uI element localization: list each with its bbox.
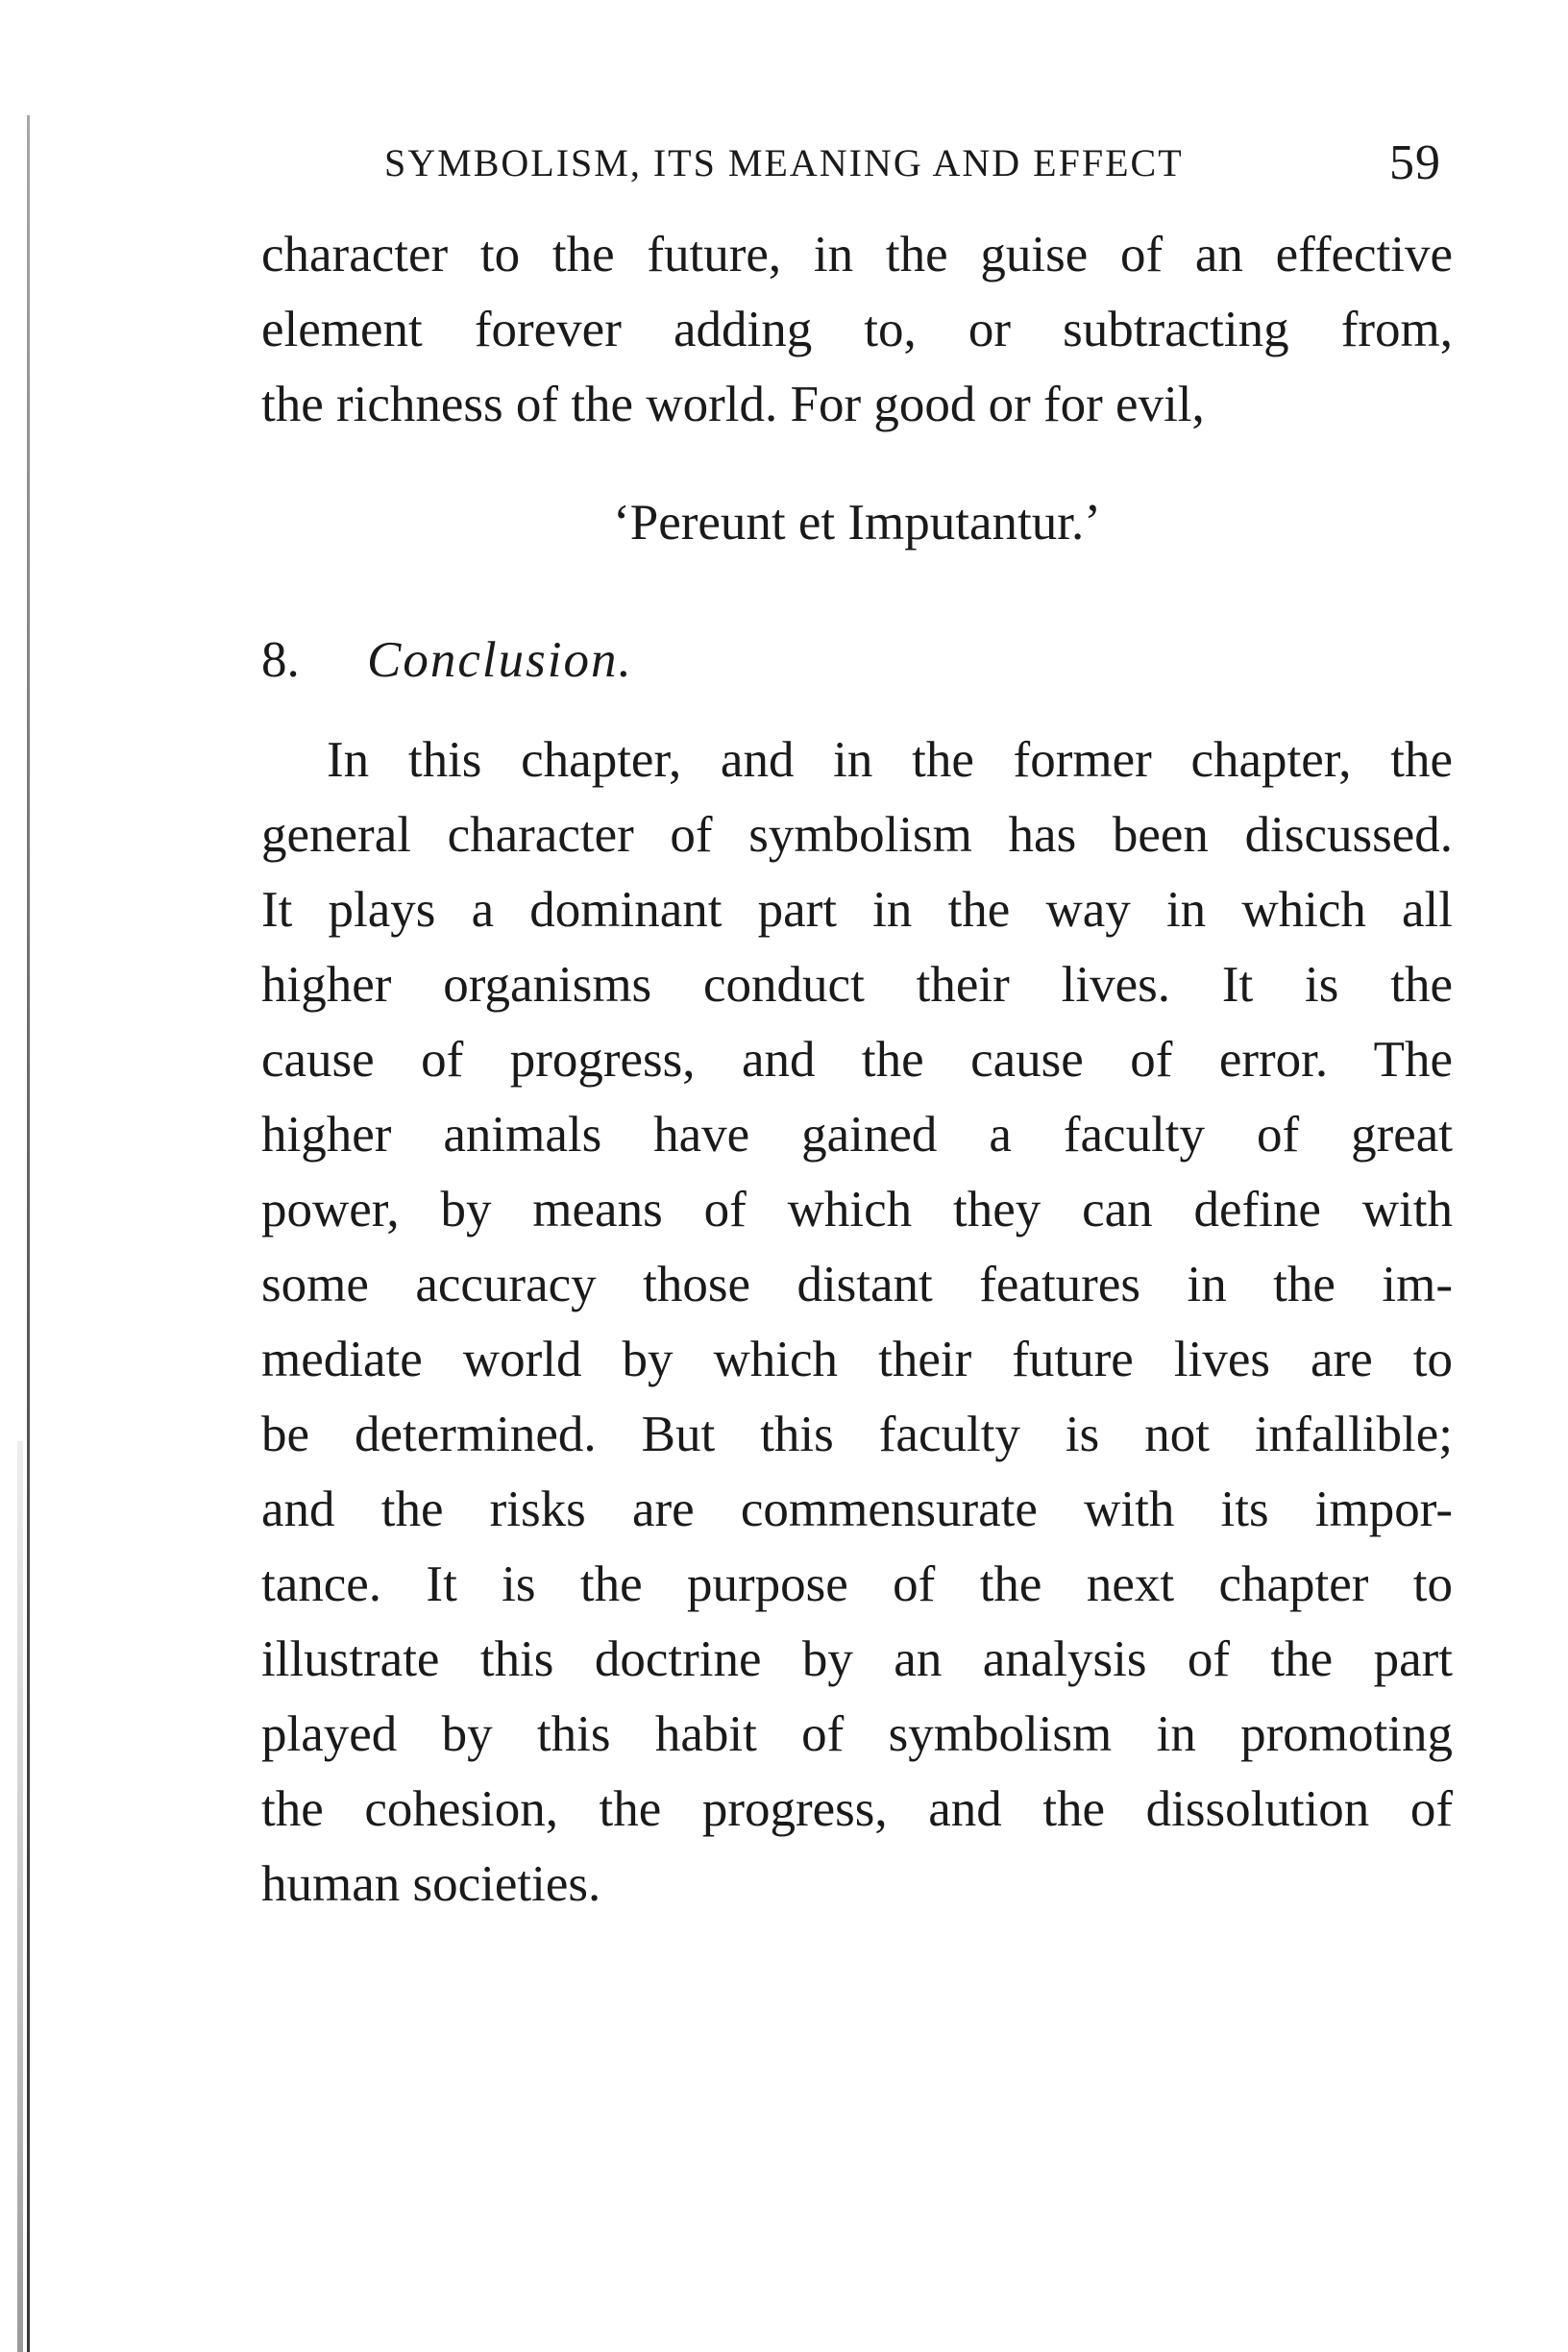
text-line: higher animals have gained a faculty of great — [261, 1107, 1453, 1163]
text-line: It plays a dominant part in the way in which all — [261, 882, 1453, 938]
section-heading — [261, 623, 633, 698]
continuation-paragraph — [261, 217, 1453, 442]
text-line: and the risks are commensurate with its impor- — [261, 1482, 1453, 1537]
text-line: be determined. But this faculty is not infallible; — [261, 1407, 1453, 1462]
text-line: general character of symbolism has been discussed. — [261, 807, 1453, 863]
text-line: element forever adding to, or subtracting from, — [261, 302, 1453, 357]
page-gutter-shadow — [17, 1441, 23, 2352]
running-head — [384, 136, 1451, 194]
running-head-title: SYMBOLISM, ITS MEANING AND EFFECT — [384, 141, 1184, 184]
text-line: power, by means of which they can define with — [261, 1182, 1453, 1237]
text-line: the cohesion, the progress, and the dissolution of — [261, 1781, 1453, 1837]
section-title: Conclusion. — [367, 632, 633, 688]
text-line: character to the future, in the guise of an effective — [261, 227, 1453, 282]
text-line: cause of progress, and the cause of error. The — [261, 1032, 1453, 1088]
text-line: played by this habit of symbolism in promoting — [261, 1706, 1453, 1762]
conclusion-paragraph — [261, 723, 1453, 1922]
text-line: the richness of the world. For good or for evil, — [261, 377, 1205, 432]
block-quote: ‘Pereunt et Imputantur.’ — [613, 495, 1101, 551]
section-number: 8. — [261, 632, 300, 688]
text-line: In this chapter, and in the former chapter, the — [327, 732, 1453, 788]
text-line: illustrate this doctrine by an analysis of the part — [261, 1631, 1453, 1687]
text-line: mediate world by which their future lives are to — [261, 1332, 1453, 1387]
text-line: some accuracy those distant features in the im- — [261, 1257, 1453, 1312]
page-gutter-edge — [27, 115, 30, 2352]
text-line: tance. It is the purpose of the next chapter to — [261, 1556, 1453, 1612]
text-line: human societies. — [261, 1856, 601, 1912]
page-number: 59 — [1389, 135, 1441, 190]
text-line: higher organisms conduct their lives. It is the — [261, 957, 1453, 1013]
